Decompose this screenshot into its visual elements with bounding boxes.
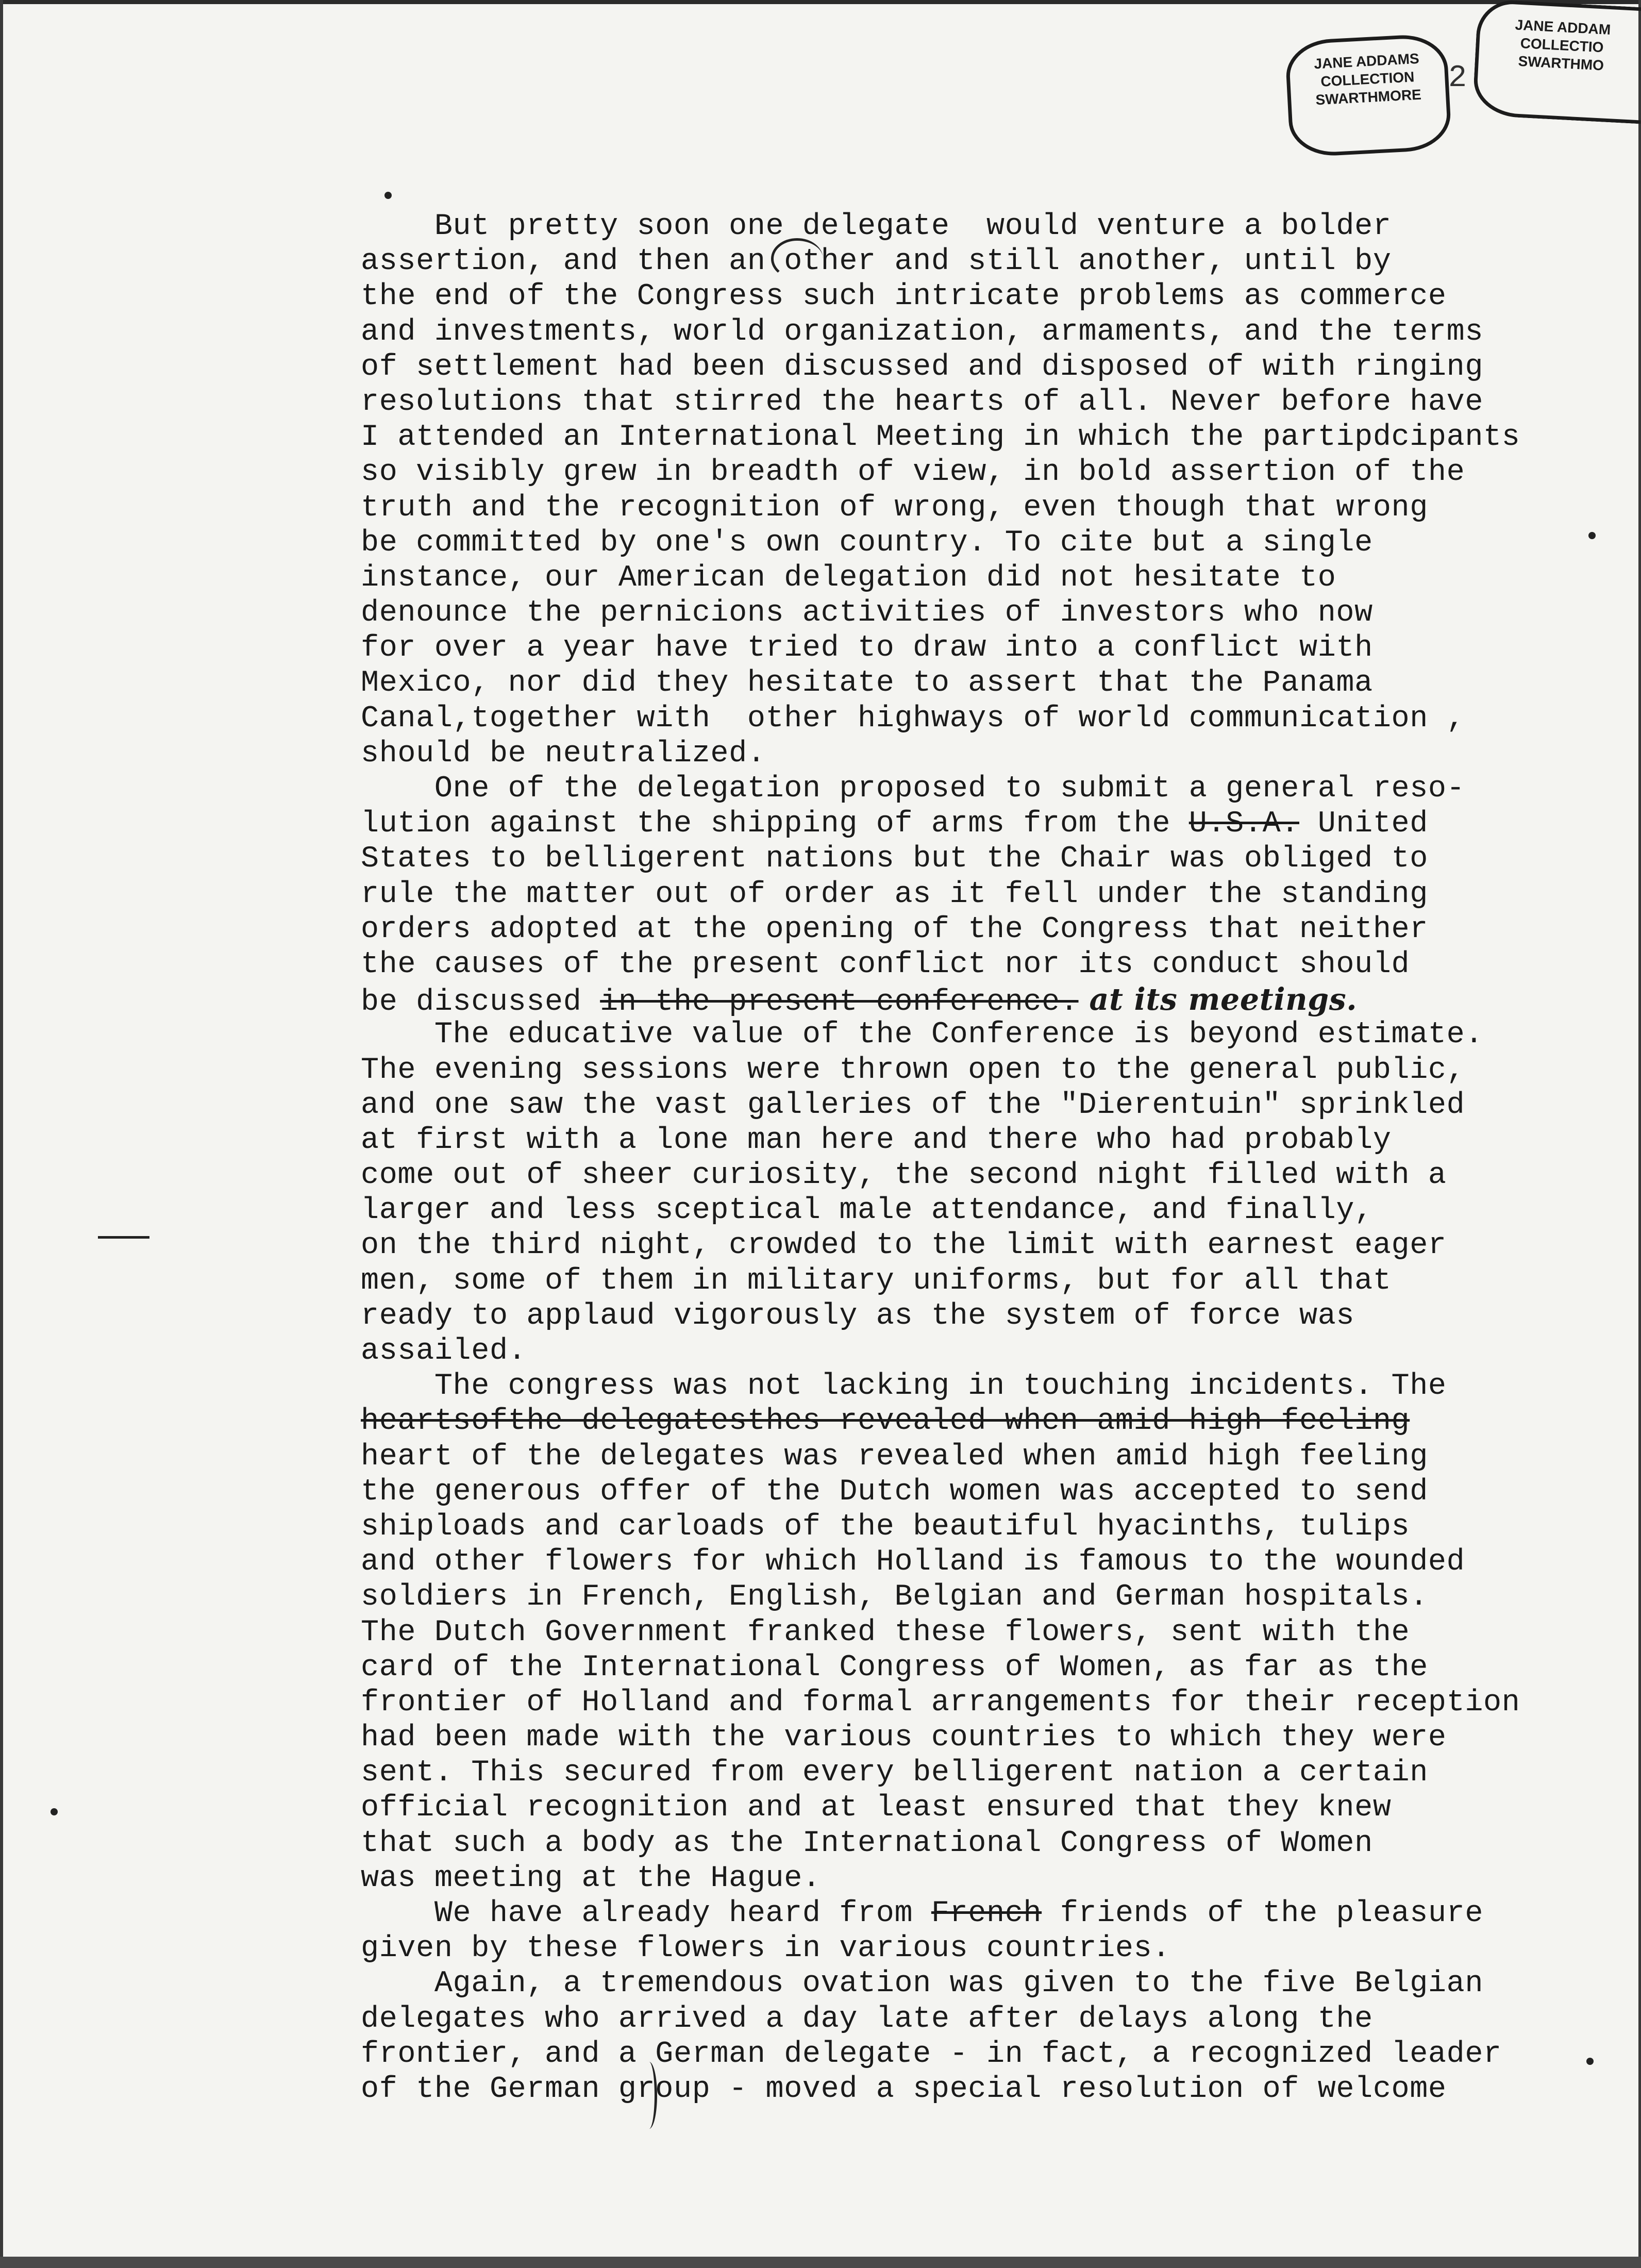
text-line-continuation: friends of the pleasure — [1042, 1896, 1484, 1930]
text-line — [361, 1474, 1598, 1509]
text-line — [361, 1755, 1598, 1790]
text-line-content: the generous offer of the Dutch women was accepted to send — [361, 1474, 1428, 1509]
text-line-content: so visibly grew in breadth of view, in bold assertion of the — [361, 455, 1465, 490]
text-line — [361, 2002, 1598, 2037]
text-line-content: Mexico, nor did they hesitate to assert that the Panama — [361, 665, 1373, 701]
text-line-content: official recognition and at least ensured that they knew — [361, 1790, 1392, 1825]
text-line — [361, 455, 1598, 490]
text-line-content: given by these flowers in various countries. — [361, 1931, 1171, 1966]
text-line-content: orders adopted at the opening of the Congress that neither — [361, 911, 1428, 946]
text-line-content: instance, our American delegation did not hesitate to — [361, 560, 1336, 595]
text-line — [361, 1685, 1598, 1720]
struck-out-text: in the present conference. — [600, 985, 1079, 1020]
text-line-content: rule the matter out of order as it fell under the standing — [361, 876, 1428, 911]
scan-edge-top — [0, 0, 1641, 4]
text-line-content: of the German group - moved a special resolution of welcome — [361, 2071, 1447, 2106]
speck — [1588, 532, 1596, 539]
text-line — [361, 1053, 1598, 1088]
text-line-content: We have already heard from — [361, 1896, 931, 1930]
handwritten-circle-mark — [771, 238, 823, 279]
text-line — [361, 1333, 1598, 1369]
text-line — [361, 1123, 1598, 1158]
text-line — [361, 701, 1598, 736]
text-line — [361, 771, 1598, 806]
handwritten-descender-mark — [641, 2062, 657, 2129]
text-line — [361, 1790, 1598, 1825]
text-line — [361, 1158, 1598, 1193]
text-line — [361, 806, 1598, 841]
text-line — [361, 1896, 1598, 1931]
text-line-content: resolutions that stirred the hearts of all. Never before have — [361, 384, 1484, 419]
text-line — [361, 1509, 1598, 1544]
margin-mark — [98, 1236, 149, 1239]
text-line-content: lution against the shipping of arms from the — [361, 806, 1189, 841]
text-line — [361, 1017, 1598, 1052]
text-line-content: that such a body as the International Congress of Women — [361, 1825, 1373, 1860]
text-line-content: men, some of them in military uniforms, but for all that — [361, 1263, 1392, 1298]
text-line — [361, 1931, 1598, 1966]
scan-edge-bottom — [0, 2257, 1641, 2268]
text-line — [361, 1439, 1598, 1474]
text-line — [361, 947, 1598, 982]
text-line-content: denounce the pernicions activities of investors who now — [361, 595, 1373, 630]
text-line-content: Canal,together with other highways of world communication , — [361, 701, 1465, 736]
text-line — [361, 1298, 1598, 1333]
text-line-content: truth and the recognition of wrong, even though that wrong — [361, 490, 1428, 525]
text-line — [361, 1369, 1598, 1404]
stamp-line: JANE ADDAM — [1514, 16, 1611, 38]
text-line-content: on the third night, crowded to the limit with earnest eager — [361, 1228, 1447, 1263]
speck — [51, 1808, 58, 1815]
text-line-content: be discussed — [361, 985, 600, 1020]
text-line — [361, 209, 1598, 244]
text-line — [361, 1966, 1598, 2001]
text-line — [361, 1088, 1598, 1123]
text-line-content: sent. This secured from every belligerent nation a certain — [361, 1755, 1428, 1790]
text-line — [361, 1544, 1598, 1579]
text-line-content: heart of the delegates was revealed when amid high feeling — [361, 1439, 1428, 1474]
struck-out-text: French — [931, 1896, 1042, 1930]
text-line-content: come out of sheer curiosity, the second night filled with a — [361, 1158, 1447, 1193]
text-line — [361, 2037, 1598, 2072]
text-line — [361, 1826, 1598, 1861]
text-line-content: and one saw the vast galleries of the "Dierentuin" sprinkled — [361, 1087, 1465, 1122]
scan-edge-left — [0, 0, 3, 2268]
text-line-content: shiploads and carloads of the beautiful hyacinths, tulips — [361, 1509, 1410, 1544]
text-line — [361, 1615, 1598, 1650]
stamp-line: COLLECTIO — [1520, 35, 1604, 56]
text-line-content: should be neutralized. — [361, 736, 766, 771]
struck-out-text: U.S.A. — [1188, 806, 1299, 841]
stamp-line: JANE ADDAMS — [1313, 50, 1420, 72]
text-line-content: soldiers in French, English, Belgian and German hospitals. — [361, 1579, 1428, 1614]
text-line — [361, 1193, 1598, 1228]
text-line-content: was meeting at the Hague. — [361, 1860, 821, 1895]
text-line — [361, 1579, 1598, 1614]
text-line-content: had been made with the various countries to which they were — [361, 1720, 1447, 1755]
text-line — [361, 349, 1598, 385]
text-line-content: frontier, and a German delegate - in fact, a recognized leader — [361, 2036, 1502, 2071]
text-line-content: States to belligerent nations but the Chair was obliged to — [361, 841, 1428, 876]
text-line-content: assertion, and then an other and still another, until by — [361, 244, 1392, 279]
text-line — [361, 1720, 1598, 1755]
text-line-content: the causes of the present conflict nor its conduct should — [361, 946, 1410, 981]
text-line-content: card of the International Congress of Women, as far as the — [361, 1649, 1428, 1685]
text-line-content: Again, a tremendous ovation was given to the five Belgian — [361, 1966, 1484, 2001]
text-line — [361, 981, 1598, 1020]
text-line — [361, 525, 1598, 560]
typed-body-text — [361, 209, 1598, 2107]
text-line — [361, 1861, 1598, 1896]
page-number: 2 — [1448, 61, 1467, 96]
text-line — [361, 595, 1598, 630]
text-line — [361, 1263, 1598, 1298]
text-line — [361, 244, 1598, 279]
text-line-content: delegates who arrived a day late after delays along the — [361, 2001, 1373, 2036]
text-line — [361, 1650, 1598, 1685]
text-line-content: But pretty soon one delegate would venture a bolder — [361, 209, 1392, 243]
text-line — [361, 665, 1598, 701]
stamp-line: COLLECTION — [1320, 69, 1415, 90]
text-line-content: The evening sessions were thrown open to the general public, — [361, 1052, 1465, 1087]
text-line — [361, 2072, 1598, 2107]
text-line-content: The Dutch Government franked these flowers, sent with the — [361, 1614, 1410, 1649]
stamp-line: SWARTHMO — [1517, 53, 1604, 74]
text-line-content: the end of the Congress such intricate problems as commerce — [361, 279, 1447, 314]
text-line — [361, 841, 1598, 876]
text-line-content: assailed. — [361, 1333, 527, 1368]
text-line — [361, 1228, 1598, 1263]
text-line-content: frontier of Holland and formal arrangements for their reception — [361, 1685, 1520, 1720]
speck — [384, 192, 392, 199]
text-line — [361, 736, 1598, 771]
text-line — [361, 1404, 1598, 1439]
text-line-content: The congress was not lacking in touching incidents. The — [361, 1369, 1447, 1404]
text-line-content: for over a year have tried to draw into a conflict with — [361, 630, 1373, 665]
text-line-continuation: United — [1299, 806, 1428, 841]
text-line — [361, 314, 1598, 349]
text-line-content: and investments, world organization, armaments, and the terms — [361, 314, 1484, 349]
handwritten-insertion: at its meetings. — [1078, 981, 1358, 1018]
text-line — [361, 560, 1598, 595]
struck-out-text: heartsofthe delegatesthes revealed when amid high feeling — [361, 1404, 1410, 1439]
collection-stamp — [1284, 33, 1452, 158]
stamp-line: SWARTHMORE — [1315, 86, 1422, 108]
text-line-content: be committed by one's own country. To cite but a single — [361, 525, 1373, 560]
text-line-content: of settlement had been discussed and disposed of with ringing — [361, 349, 1484, 384]
text-line-content: and other flowers for which Holland is famous to the wounded — [361, 1544, 1465, 1579]
text-line — [361, 385, 1598, 420]
speck — [1586, 2058, 1594, 2065]
text-line-content: at first with a lone man here and there who had probably — [361, 1122, 1392, 1157]
text-line — [361, 877, 1598, 912]
text-line-content: One of the delegation proposed to submit a general reso- — [361, 771, 1465, 806]
scan-edge-right — [1638, 0, 1641, 2268]
text-line-content: ready to applaud vigorously as the system of force was — [361, 1298, 1355, 1333]
text-line — [361, 279, 1598, 314]
text-line — [361, 490, 1598, 525]
text-line — [361, 630, 1598, 665]
text-line-content: I attended an International Meeting in which the partipdcipants — [361, 420, 1520, 455]
text-line — [361, 912, 1598, 947]
text-line-content: The educative value of the Conference is beyond estimate. — [361, 1017, 1484, 1052]
collection-stamp-cropped — [1472, 0, 1641, 124]
text-line-content: larger and less sceptical male attendance, and finally, — [361, 1193, 1373, 1228]
text-line — [361, 420, 1598, 455]
